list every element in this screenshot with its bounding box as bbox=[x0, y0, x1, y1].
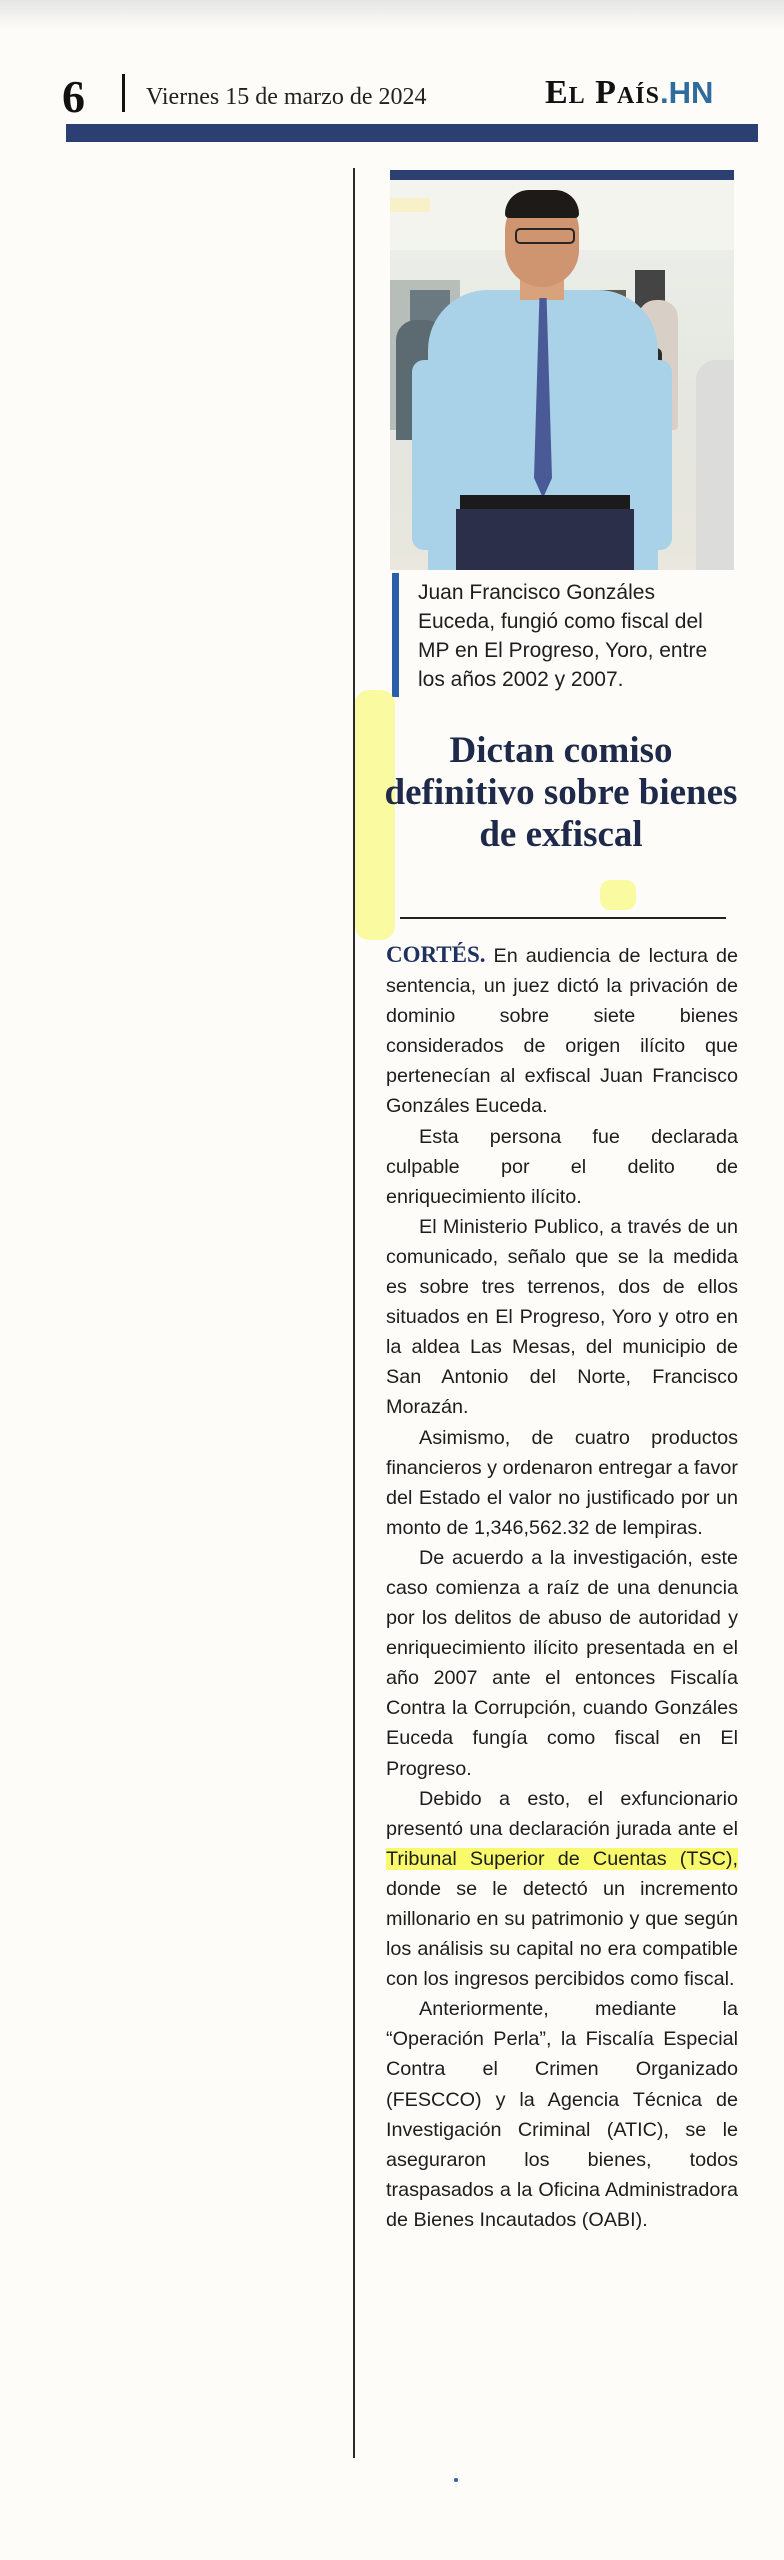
photo-belt bbox=[460, 495, 630, 509]
issue-date: Viernes 15 de marzo de 2024 bbox=[146, 84, 427, 110]
paragraph-text: En audiencia de lectura de sentencia, un juez dictó la privación de dominio sobre siete bienes considerados de origen ilícito que pertenecían al exfiscal Juan Francisco Gonzáles Euceda. bbox=[386, 945, 738, 1118]
paragraph bbox=[386, 1784, 738, 1995]
header-rule bbox=[66, 124, 758, 142]
scan-edge-shadow bbox=[0, 0, 784, 30]
dateline: CORTÉS. bbox=[386, 942, 486, 967]
paragraph-text: Debido a esto, el exfuncionario presentó una declaración jurada ante el bbox=[386, 1787, 738, 1840]
ink-dot bbox=[454, 2478, 458, 2482]
column-rule bbox=[353, 168, 355, 2458]
paragraph: Anteriormente, mediante la “Operación Perla”, la Fiscalía Especial Contra el Crimen Organizado (FESCCO) y la Agencia Técnica de Investigación Criminal (ATIC), se le aseguraron los bienes, todos traspasados a la Oficina Administradora de Bienes Incautados (OABI). bbox=[386, 1998, 738, 2231]
photo-ceiling-light bbox=[390, 198, 430, 212]
folio-divider bbox=[122, 74, 125, 112]
portrait-photo bbox=[390, 180, 734, 570]
photo-trousers bbox=[456, 509, 634, 570]
article-headline: Dictan comiso definitivo sobre bienes de exfiscal bbox=[384, 730, 738, 855]
photo-glasses bbox=[515, 228, 575, 244]
masthead bbox=[545, 74, 713, 112]
photo-top-rule bbox=[390, 170, 734, 180]
headline-rule bbox=[400, 917, 726, 919]
paragraph bbox=[386, 940, 738, 1122]
masthead-brand: El País bbox=[545, 74, 660, 111]
highlighter-mark bbox=[600, 880, 636, 910]
photo-right-figure bbox=[696, 360, 734, 570]
paragraph: De acuerdo a la investigación, este caso comienza a raíz de una denuncia por los delitos de abuso de autoridad y enriquecimiento ilícito presentada en el año 2007 ante el entonces Fiscalía Contra la Corrupción, cuando Gonzáles Euceda fungía como fiscal en El Progreso. bbox=[386, 1546, 738, 1780]
paragraph: El Ministerio Publico, a través de un comunicado, señalo que se la medida es sobre tres terrenos, dos de ellos situados en El Progreso, Yoro y otro en la aldea Las Mesas, del municipio de San Antonio del Norte, Francisco Morazán. bbox=[386, 1215, 738, 1419]
page-number: 6 bbox=[62, 71, 85, 122]
caption-accent-bar bbox=[392, 573, 399, 697]
article-body bbox=[386, 940, 738, 2235]
photo-hair bbox=[505, 190, 579, 218]
paragraph-text: donde se le detectó un incremento millonario en su patrimonio y que según los análisis su capital no era compatible con los ingresos percibidos como fiscal. bbox=[386, 1877, 738, 1991]
paragraph: Asimismo, de cuatro productos financieros y ordenaron entregar a favor del Estado el valor no justificado por un monto de 1,346,562.32 de lempiras. bbox=[386, 1426, 738, 1539]
highlighted-text: Tribunal Superior de Cuentas (TSC), bbox=[386, 1847, 738, 1870]
masthead-domain: .HN bbox=[659, 75, 714, 110]
photo-caption: Juan Francisco Gonzáles Euceda, fungió como fiscal del MP en El Progreso, Yoro, entre los años 2002 y 2007. bbox=[418, 581, 708, 691]
paragraph: Esta persona fue declarada culpable por el delito de enriquecimiento ilícito. bbox=[386, 1125, 738, 1208]
